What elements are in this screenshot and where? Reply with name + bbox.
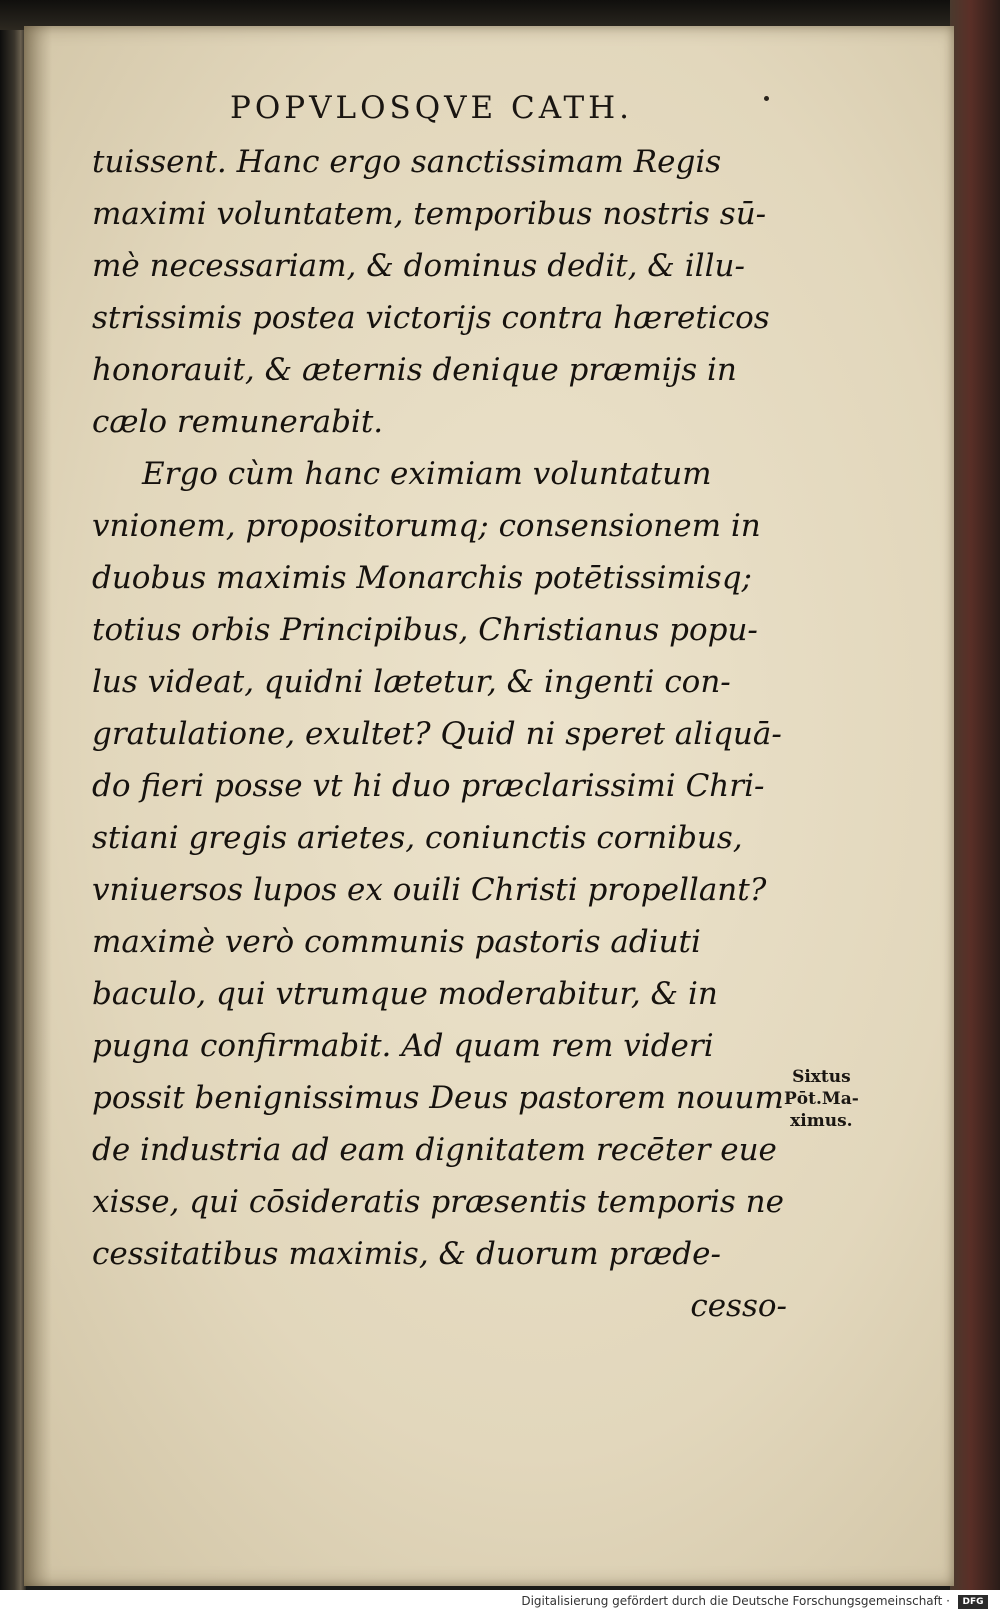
text-line: cessitatibus maximis, & duorum præde- [92,1236,721,1272]
text-line: mè necessariam, & dominus dedit, & illu- [92,248,745,284]
marginal-note [784,1066,859,1132]
text-line: Ergo cùm hanc eximiam voluntatum [142,456,712,492]
dfg-logo: DFG [958,1595,988,1609]
book-binding-edge [0,0,26,1616]
body-text [92,136,792,1332]
catchword: cesso- [690,1288,787,1324]
marginal-note-line: Sixtus [792,1067,851,1087]
text-line: vnionem, propositorumq; consensionem in [92,508,761,544]
text-line: maximè verò communis pastoris adiuti [92,924,701,960]
text-line: vniuersos lupos ex ouili Christi propellant? [92,872,767,908]
text-line: gratulatione, exultet? Quid ni speret aliquā- [92,716,782,752]
text-line: possit benignissimus Deus pastorem nouum [92,1080,784,1116]
footer-bar [0,1590,1000,1616]
text-line: maximi voluntatem, temporibus nostris sū- [92,196,767,232]
text-line: cælo remunerabit. [92,404,384,440]
text-line: xisse, qui cōsideratis præsentis temporis ne [92,1184,784,1220]
running-head: POPVLOSQVE CATH. [230,90,634,126]
text-line: lus videat, quidni lætetur, & ingenti con- [92,664,731,700]
text-line: de industria ad eam dignitatem recēter eue [92,1132,777,1168]
text-line: honorauit, & æternis denique præmijs in [92,352,737,388]
marginal-note-line: Pōt.Ma- [784,1089,859,1109]
text-line: duobus maximis Monarchis potētissimisq; [92,560,752,596]
text-line: tuissent. Hanc ergo sanctissimam Regis [92,144,722,180]
text-line: strissimis postea victorijs contra hæreticos [92,300,770,336]
text-line: pugna confirmabit. Ad quam rem videri [92,1028,714,1064]
text-line: totius orbis Principibus, Christianus popu- [92,612,758,648]
marginal-note-line: ximus. [790,1111,853,1131]
cover-edge [950,0,1000,1616]
text-line: stiani gregis arietes, coniunctis cornibus, [92,820,743,856]
text-line: do fieri posse vt hi duo præclarissimi Chri- [92,768,765,804]
text-line: baculo, qui vtrumque moderabitur, & in [92,976,718,1012]
footer-credit: Digitalisierung gefördert durch die Deutsche Forschungsgemeinschaft · [521,1594,950,1608]
ink-speck [764,96,769,101]
book-page [24,26,954,1586]
